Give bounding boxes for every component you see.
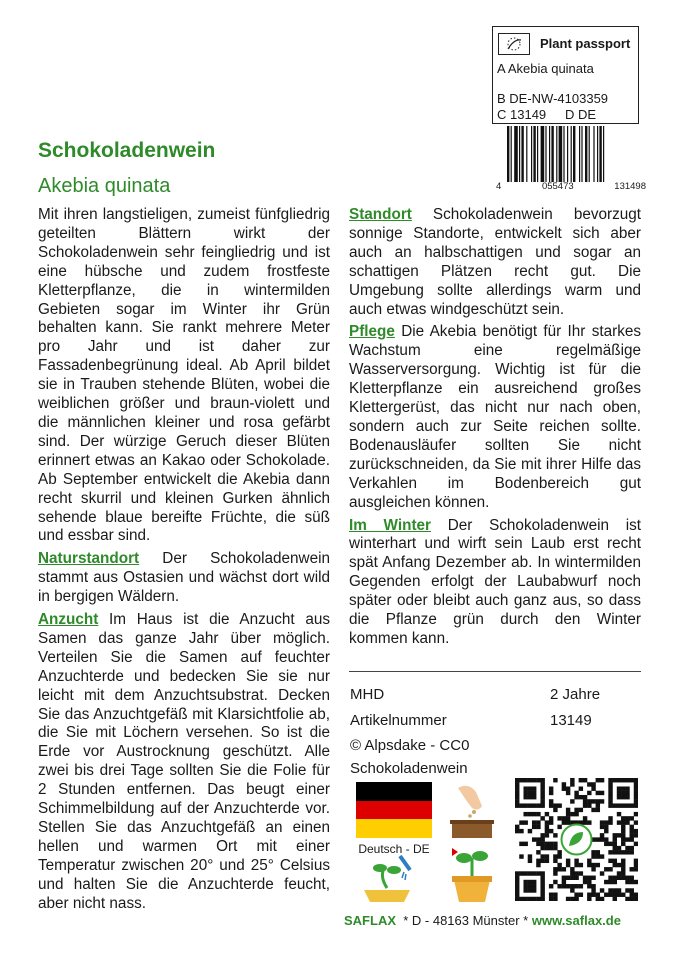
passport-line-d: D DE (565, 107, 597, 122)
potted-plant-icon (444, 846, 500, 906)
language-label: Deutsch - DE (358, 842, 430, 856)
right-column (349, 206, 641, 653)
copyright: © Alpsdake - CC0 (350, 737, 470, 754)
standort-section (349, 206, 641, 319)
german-flag-icon (356, 782, 432, 838)
mhd-label: MHD (350, 686, 385, 703)
anzucht-section (38, 611, 330, 914)
qr-code-icon (515, 778, 638, 901)
intro-paragraph: Mit ihren langstieligen, zumeist fünfgliedrig geteilten Blättern wirkt der Schokoladenwein sehr feingliedrig und ist eine hübsche und zudem frostfeste Kletterpflanze, die in wintermilden Gebieten sogar im Winter ihr Grün behalten kann. Sie rankt mehrere Meter pro Jahr und ist daher zur Fassadenbegrünung ideal. Ab April bildet sie in Trauben stehende Blüten, wobei die weiblichen größer und braun-violett und die männlichen kleiner und rosa gefärbt sind. Der würzige Geruch dieser Blüten erinnert etwas an Kakao oder Schokolade. Ab September entwickelt die Akebia dann recht skurril und kleinen Gurken ähnlich sehende blaue bereifte Früchte, die süß und essbar sind. (38, 206, 330, 545)
winter-text: Der Schokoladenwein ist winterhart und wirft sein Laub erst recht spät Anfang Dezember ab. In wintermilden Gegenden erfolgt der Laubabwurf noch später oder bleibt auch ganz aus, so dass die Pflanze grün durch den Winter kommen kann. (349, 516, 641, 647)
naturstandort-text: Der Schokoladenwein stammt aus Ostasien und wächst dort wild in bergigen Wäldern. (38, 550, 330, 606)
product-name: Schokoladenwein (350, 760, 468, 777)
watering-icon (354, 852, 420, 904)
standort-text: Schokoladenwein bevorzugt sonnige Standorte, entwickelt sich aber auch an halbschattigen und sogar an schattigen Plätzen recht gut. Die Umgebung sollte allerdings warm und auch etwas windgeschützt sein. (349, 206, 641, 318)
winter-heading: Im Winter (349, 516, 432, 534)
passport-line-a: A Akebia quinata (497, 61, 594, 76)
passport-line-b: B DE-NW-4103359 (497, 91, 609, 106)
divider (349, 671, 641, 672)
pflege-heading: Pflege (349, 323, 395, 341)
passport-line-c: C 13149 (497, 107, 547, 122)
barcode-number (496, 181, 646, 192)
page-title: Schokoladenwein (38, 139, 216, 162)
barcode-digits-last: 131498 (614, 181, 646, 192)
standort-heading: Standort (349, 206, 412, 223)
naturstandort-heading: Naturstandort (38, 550, 140, 568)
barcode-digits-mid: 055473 (541, 181, 574, 192)
anzucht-text: Im Haus ist die Anzucht aus Samen das ganze Jahr über möglich. Verteilen Sie die Samen auf feuchter Anzuchterde und bedecken Sie sie nur leicht mit dem Anzuchtsubstrat. Decken Sie das Anzuchtgefäß mit Klarsichtfolie ab, die Sie mit Löchern versehen. So ist die Erde vor Austrocknung geschützt. Alle zwei bis drei Tage sollten Sie die Folie für 2 Stunden entfernen. Das beugt einer Schimmelbildung auf der Anzuchterde vor. Stellen Sie das Anzuchtgefäß an einen hellen und warmen Ort mit einer Temperatur zwischen 20° und 25° Celsius und halten Sie die Anzuchterde feucht, aber nicht nass. (38, 611, 330, 912)
barcode-icon (505, 126, 640, 182)
brand-name: SAFLAX (344, 913, 396, 928)
botanical-name: Akebia quinata (38, 175, 171, 197)
barcode-digit-first: 4 (496, 181, 502, 192)
winter-section (349, 517, 641, 649)
left-column (38, 206, 330, 918)
footer (344, 913, 621, 928)
naturstandort-section (38, 550, 330, 607)
eu-flag-icon (498, 33, 530, 55)
sowing-hand-icon (444, 782, 500, 842)
pflege-text: Die Akebia benötigt für Ihr starkes Wachstum eine regelmäßige Wasserversorgung. Wichtig ist für die Kletterpflanze ein ausreichend großes Klettergerüst, das nicht nur nach oben, sondern auch zur Seite reichen sollte. Bodenausläufer sollten Sie nicht zurückschneiden, da Sie mit ihrer Hilfe das Verkahlen im Bodenbereich gut ausgleichen können. (349, 323, 641, 511)
website-link[interactable]: www.saflax.de (531, 913, 621, 928)
artikel-label: Artikelnummer (350, 712, 447, 729)
passport-title: Plant passport (540, 36, 631, 51)
footer-address: * D - 48163 Münster * (396, 913, 532, 928)
mhd-value: 2 Jahre (550, 686, 601, 703)
anzucht-heading: Anzucht (38, 611, 99, 629)
pflege-section (349, 323, 641, 512)
plant-passport (492, 26, 639, 124)
artikel-value: 13149 (550, 712, 592, 729)
